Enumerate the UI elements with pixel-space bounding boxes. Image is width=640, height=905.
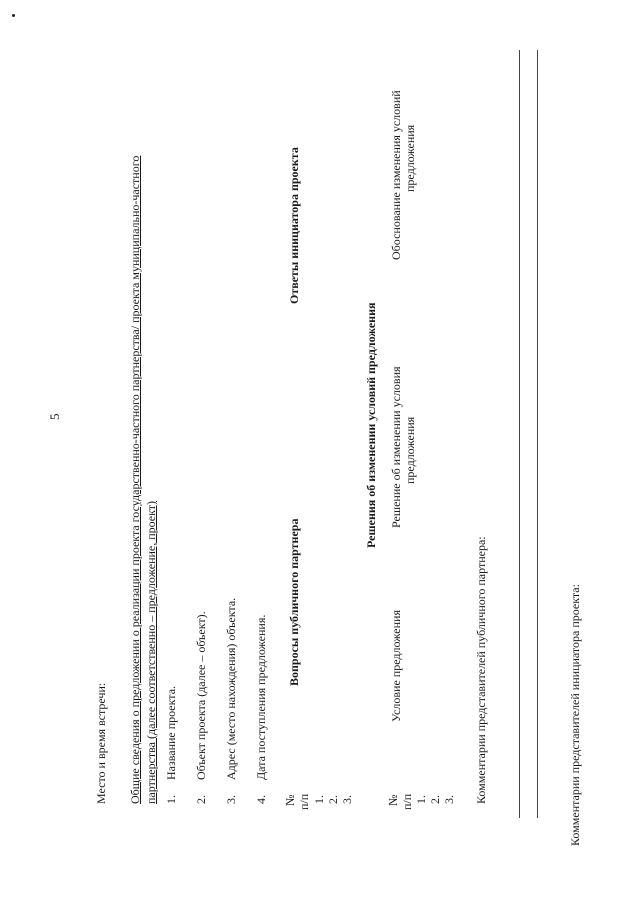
comments-initiator: Комментарии представителей инициатора проекта: (568, 584, 582, 846)
questions-num-header-1: № (283, 794, 297, 806)
questions-col-initiator-header: Ответы инициатора проекта (287, 147, 301, 304)
general-info-line-1: Общие сведения о предложении о реализации проекта государственно-частного партнерства/ проекта муниципально-частного (128, 155, 142, 804)
questions-num-header-2: п/п (297, 793, 311, 810)
info-item-text: Дата поступления предложения. (254, 614, 268, 780)
questions-col-partner-header: Вопросы публичного партнера (287, 518, 301, 686)
info-item-num: 4. (254, 795, 268, 804)
info-item-num: 2. (194, 795, 208, 804)
comment-line (519, 50, 520, 818)
decisions-row-num: 3. (442, 795, 456, 804)
info-item-num: 3. (224, 795, 238, 804)
decisions-col-justification-header-line-2: предложения (403, 124, 417, 192)
decisions-num-header-2: п/п (400, 793, 414, 810)
info-item-text: Название проекта. (164, 685, 178, 780)
questions-row-num: 3. (340, 795, 354, 804)
scan-speck (12, 14, 15, 17)
info-item-num: 1. (164, 795, 178, 804)
decisions-col-decision-header-line-2: предложения (403, 416, 417, 484)
page-number: 5 (47, 413, 62, 420)
questions-row-num: 2. (326, 795, 340, 804)
meeting-place-time: Место и время встречи: (94, 682, 108, 804)
decisions-row-num: 2. (428, 795, 442, 804)
general-info-line-2: партнерства (далее соответственно – предложение, проект) (144, 500, 158, 804)
decisions-title: Решения об изменении условий предложения (364, 302, 378, 548)
decisions-col-justification-header-line-1: Обоснование изменения условий (389, 90, 403, 260)
info-item-text: Объект проекта (далее – объект). (194, 611, 208, 780)
comment-line (537, 50, 538, 818)
questions-row-num: 1. (312, 795, 326, 804)
decisions-col-condition-header: Условие предложения (389, 610, 403, 722)
decisions-num-header-1: № (386, 794, 400, 806)
decisions-col-decision-header-line-1: Решение об изменении условия (389, 366, 403, 528)
decisions-row-num: 1. (414, 795, 428, 804)
info-item-text: Адрес (место нахождения) объекта. (224, 597, 238, 780)
comments-public-partner: Комментарии представителей публичного партнера: (474, 536, 488, 804)
